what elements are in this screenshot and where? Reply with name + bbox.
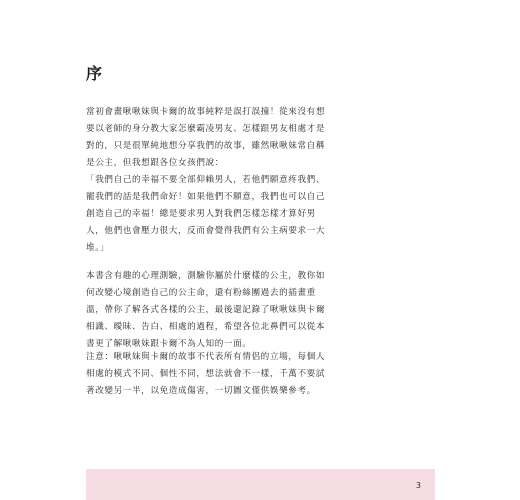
paragraph-book-contents xyxy=(86,268,354,353)
text-line: 溫，帶你了解各式各樣的公主，最後還記錄了啾啾妹與卡爾 xyxy=(86,305,326,315)
page-title: 序 xyxy=(86,64,104,83)
text-line: 「我們自己的幸福不要全部仰賴男人，若他們願意疼我們、 xyxy=(86,175,326,185)
text-line: 對的，只是很單純地想分享我們的故事，雖然啾啾妹常自稱 xyxy=(86,141,326,151)
paragraph-intro xyxy=(86,104,354,257)
text-line: 堆。」 xyxy=(86,243,110,253)
text-line: 當初會畫啾啾妹與卡爾的故事純粹是誤打誤撞！從來沒有想 xyxy=(86,107,326,117)
text-line: 注意：啾啾妹與卡爾的故事不代表所有情侶的立場，每個人 xyxy=(86,352,326,362)
text-line: 是公主，但我想跟各位女孩們說： xyxy=(86,158,224,168)
paragraph-notice xyxy=(86,349,354,400)
text-line: 書更了解啾啾妹跟卡爾不為人知的一面。 xyxy=(86,339,252,349)
text-line: 要以老師的身分教大家怎麼霸凌男友、怎樣跟男友相處才是 xyxy=(86,124,326,134)
text-line: 創造自己的幸福！總是要求男人對我們怎樣怎樣才算好男 xyxy=(86,209,316,219)
text-line: 相識、曖昧、告白、相處的過程，希望各位北鼻們可以從本 xyxy=(86,322,326,332)
text-line: 何改變心境創造自己的公主命，還有粉絲團過去的插畫重 xyxy=(86,288,316,298)
text-line: 人，他們也會壓力很大，反而會覺得我們有公主病要求一大 xyxy=(86,226,326,236)
page-number: 3 xyxy=(415,481,421,490)
text-line: 本書含有趣的心理測驗，測驗你屬於什麼樣的公主，教你如 xyxy=(86,271,326,281)
text-line: 寵我們的話是我們命好！如果他們不願意，我們也可以自己 xyxy=(86,192,326,202)
footer-band xyxy=(86,469,435,500)
text-line: 著改變另一半，以免造成傷害，一切圖文僅供娛樂參考。 xyxy=(86,386,316,396)
text-line: 相處的模式不同、個性不同，想法就會不一樣，千萬不要試 xyxy=(86,369,326,379)
